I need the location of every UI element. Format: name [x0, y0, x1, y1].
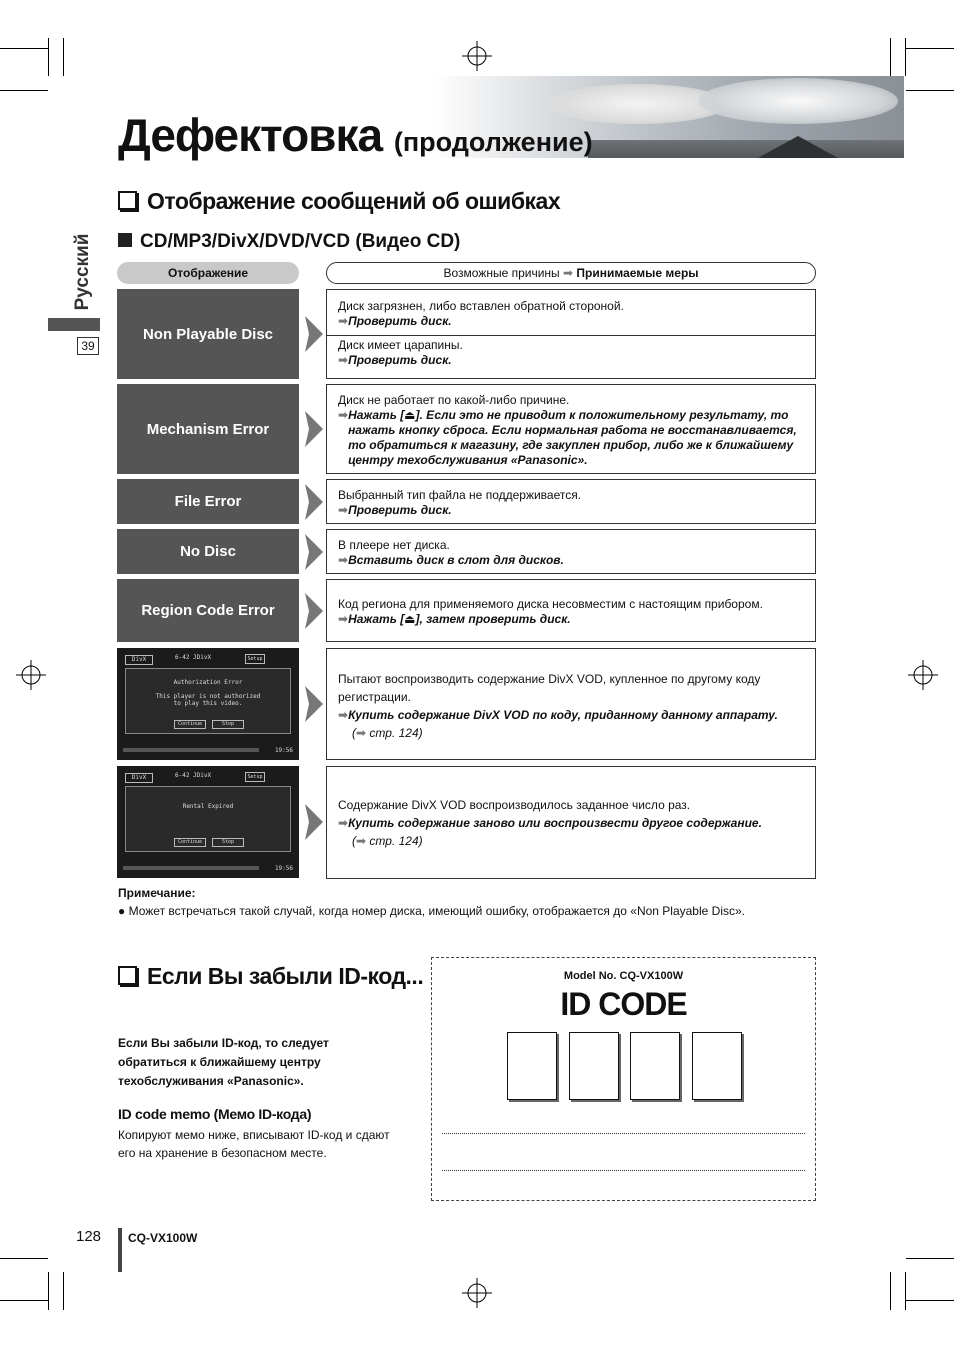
- write-line: [442, 1133, 805, 1134]
- action-label: Проверить диск.: [348, 314, 452, 328]
- error-description-box: [326, 289, 816, 379]
- screen-message: Rental Expired: [182, 803, 234, 810]
- chevron-right-icon: [305, 534, 323, 570]
- right-arrow-icon: ➡: [338, 708, 349, 722]
- id-card-model: Model No. CQ-VX100W: [563, 970, 684, 982]
- cause-text: Выбранный тип файла не поддерживается.: [338, 488, 582, 502]
- registration-mark-icon: [462, 1278, 492, 1308]
- crop-mark: [906, 48, 954, 49]
- crop-mark: [0, 48, 48, 49]
- page-reference-text: стр. 124: [369, 726, 419, 740]
- id-digit-box: [630, 1032, 680, 1100]
- cause-text: Диск не работает по какой-либо причине.: [338, 393, 570, 407]
- screen-code: 6-42 JDivX: [175, 654, 212, 661]
- id-memo-heading: ID code memo (Мемо ID-кода): [118, 1106, 312, 1122]
- action-label: Нажать [⏏]. Если это не приводит к положительному результату, то нажать кнопку сброса. Если нормальная работа не восстанавливается, то обратиться к магазину, где закуплен прибор, либо же к ближайшему центру техобслуживания «Panasonic».: [348, 408, 797, 467]
- divx-logo: DivX: [125, 773, 153, 783]
- crop-mark: [63, 1272, 64, 1310]
- footer-bar: [118, 1228, 122, 1272]
- cause-action-entry: [338, 488, 807, 518]
- section-heading-text: Отображение сообщений об ошибках: [147, 188, 561, 214]
- screen-progress-bar: [123, 748, 259, 752]
- action-text: [338, 553, 807, 568]
- screen-clock: 19:56: [274, 865, 293, 872]
- error-display-region-code-error: Region Code Error: [117, 579, 299, 642]
- screen-dialog: [125, 668, 291, 734]
- right-arrow-icon: ➡: [338, 353, 349, 367]
- cause-action-entry: [338, 538, 807, 568]
- crop-mark: [48, 1272, 49, 1310]
- divider: [327, 335, 815, 336]
- error-display-file-error: File Error: [117, 479, 299, 524]
- language-tab-label: Русский: [72, 233, 93, 311]
- error-description-box: [326, 766, 816, 879]
- page-title: [118, 109, 593, 161]
- id-digit-box: [569, 1032, 619, 1100]
- cause-action-entry: [338, 338, 807, 368]
- screen-stop-button: Stop: [212, 720, 244, 729]
- screen-code: 6-42 JDivX: [175, 772, 212, 779]
- right-arrow-icon: ➡: [338, 314, 349, 328]
- cause-text: Диск загрязнен, либо вставлен обратной стороной.: [338, 299, 624, 313]
- registration-mark-icon: [16, 660, 46, 690]
- error-display-no-disc: No Disc: [117, 529, 299, 574]
- column-header-causes: Возможные причины: [443, 266, 560, 280]
- crop-mark: [48, 38, 49, 76]
- cause-text: В плеере нет диска.: [338, 538, 450, 552]
- chevron-right-icon: [305, 316, 323, 352]
- screen-setup-button: Setup: [245, 772, 265, 782]
- action-label: Нажать [⏏], затем проверить диск.: [348, 612, 571, 626]
- crop-mark: [906, 1300, 954, 1301]
- screen-continue-button: Continue: [174, 838, 206, 847]
- note-body: Может встречаться такой случай, когда номер диска, имеющий ошибку, отображается до «Non Playable Disc».: [128, 904, 745, 918]
- subsection-heading: [118, 231, 460, 253]
- error-display-non-playable-disc: Non Playable Disc: [117, 289, 299, 379]
- column-header-causes-actions: [326, 262, 816, 284]
- column-header-display: Отображение: [117, 262, 299, 284]
- screen-setup-button: Setup: [245, 654, 265, 664]
- action-label: Проверить диск.: [348, 503, 452, 517]
- chevron-right-icon: [305, 804, 323, 840]
- action-text: [338, 706, 807, 724]
- right-arrow-icon: ➡: [338, 816, 349, 830]
- footer-model: CQ-VX100W: [128, 1231, 198, 1245]
- action-text: [338, 408, 807, 468]
- crop-mark: [0, 1300, 48, 1301]
- right-arrow-icon: ➡: [338, 553, 349, 567]
- action-text: [338, 314, 807, 329]
- right-arrow-icon: ➡: [338, 612, 349, 626]
- page-reference: (➡ стр. 124): [352, 834, 423, 848]
- chevron-right-icon: [305, 484, 323, 520]
- screen-dialog: [125, 786, 291, 852]
- page-reference: (➡ стр. 124): [352, 726, 423, 740]
- screen-authorization-error: [117, 648, 299, 760]
- cause-action-entry: [338, 393, 807, 468]
- forgot-id-instructions: Если Вы забыли ID-код, то следует обратиться к ближайшему центру техобслуживания «Panasonic».: [118, 1036, 329, 1088]
- page-number: 128: [76, 1228, 102, 1245]
- page-title-main: Дефектовка: [118, 109, 383, 161]
- chevron-right-icon: [305, 686, 323, 722]
- language-page-number: 39: [77, 337, 99, 355]
- screen-rental-expired: [117, 766, 299, 878]
- registration-mark-icon: [908, 660, 938, 690]
- error-description-box: [326, 579, 816, 642]
- cause-action-entry: [338, 299, 807, 329]
- section-heading-text: Если Вы забыли ID-код...: [147, 963, 424, 989]
- action-text: [338, 814, 807, 832]
- crop-mark: [905, 1272, 906, 1310]
- crop-mark: [63, 38, 64, 76]
- column-header-actions: Принимаемые меры: [576, 266, 699, 280]
- action-label: Купить содержание заново или воспроизвести другое содержание.: [348, 816, 762, 830]
- screen-message: Authorization Error This player is not authorized to play this video.: [155, 679, 261, 707]
- screen-continue-button: Continue: [174, 720, 206, 729]
- action-text: [338, 353, 807, 368]
- error-description-box: [326, 479, 816, 524]
- action-label: Купить содержание DivX VOD по коду, приданному данному аппарату.: [348, 708, 778, 722]
- id-card-title: ID CODE: [560, 986, 687, 1022]
- page-reference-text: стр. 124: [369, 834, 419, 848]
- error-description-box: [326, 384, 816, 474]
- chevron-right-icon: [305, 411, 323, 447]
- right-arrow-icon: ➡: [338, 408, 349, 422]
- cause-action-entry: [338, 597, 807, 627]
- note-text: [118, 904, 745, 918]
- right-arrow-icon: ➡: [356, 726, 367, 740]
- action-label: Вставить диск в слот для дисков.: [348, 553, 564, 567]
- id-digit-box: [692, 1032, 742, 1100]
- right-arrow-icon: ➡: [563, 266, 574, 280]
- screen-top-bar: [123, 772, 293, 782]
- right-arrow-icon: ➡: [338, 503, 349, 517]
- crop-mark: [890, 38, 891, 76]
- cause-text: Код региона для применяемого диска несовместим с настоящим прибором.: [338, 597, 763, 611]
- subsection-heading-text: CD/MP3/DivX/DVD/VCD (Видео CD): [140, 231, 461, 252]
- id-code-card: [431, 957, 816, 1201]
- crop-mark: [0, 90, 48, 91]
- crop-mark: [890, 1272, 891, 1310]
- crop-mark: [906, 1258, 954, 1259]
- screen-top-bar: [123, 654, 293, 664]
- crop-mark: [906, 90, 954, 91]
- language-tab-bar: [48, 318, 100, 331]
- error-display-mechanism-error: Mechanism Error: [117, 384, 299, 474]
- language-tab: [68, 230, 98, 314]
- checkbox-icon: [118, 191, 137, 210]
- square-bullet-icon: [118, 233, 132, 247]
- action-text: [338, 612, 807, 627]
- error-description-box: [326, 648, 816, 760]
- cause-action-entry: [338, 796, 807, 850]
- cause-text: Диск имеет царапины.: [338, 338, 463, 352]
- cause-text: Пытают воспроизводить содержание DivX VOD, купленное по другому коду регистрации.: [338, 672, 761, 704]
- checkbox-icon: [118, 966, 137, 985]
- divx-logo: DivX: [125, 655, 153, 665]
- screen-progress-bar: [123, 866, 259, 870]
- action-text: [338, 503, 807, 518]
- id-memo-text: Копируют мемо ниже, вписывают ID-код и сдают его на хранение в безопасном месте.: [118, 1128, 390, 1160]
- crop-mark: [0, 1258, 48, 1259]
- screen-stop-button: Stop: [212, 838, 244, 847]
- chevron-right-icon: [305, 593, 323, 629]
- id-digit-box: [507, 1032, 557, 1100]
- bullet-icon: ●: [118, 904, 129, 918]
- crop-mark: [905, 38, 906, 76]
- section-heading-errors: [118, 188, 560, 215]
- section-heading-forgot-id: [118, 963, 423, 990]
- cause-action-entry: [338, 670, 807, 742]
- error-description-box: [326, 529, 816, 574]
- note-title: Примечание:: [118, 886, 196, 900]
- cause-text: Содержание DivX VOD воспроизводилось заданное число раз.: [338, 798, 691, 812]
- page-title-suffix: (продолжение): [393, 127, 593, 157]
- screen-clock: 19:56: [274, 747, 293, 754]
- right-arrow-icon: ➡: [356, 834, 367, 848]
- write-line: [442, 1170, 805, 1171]
- action-label: Проверить диск.: [348, 353, 452, 367]
- registration-mark-icon: [462, 41, 492, 71]
